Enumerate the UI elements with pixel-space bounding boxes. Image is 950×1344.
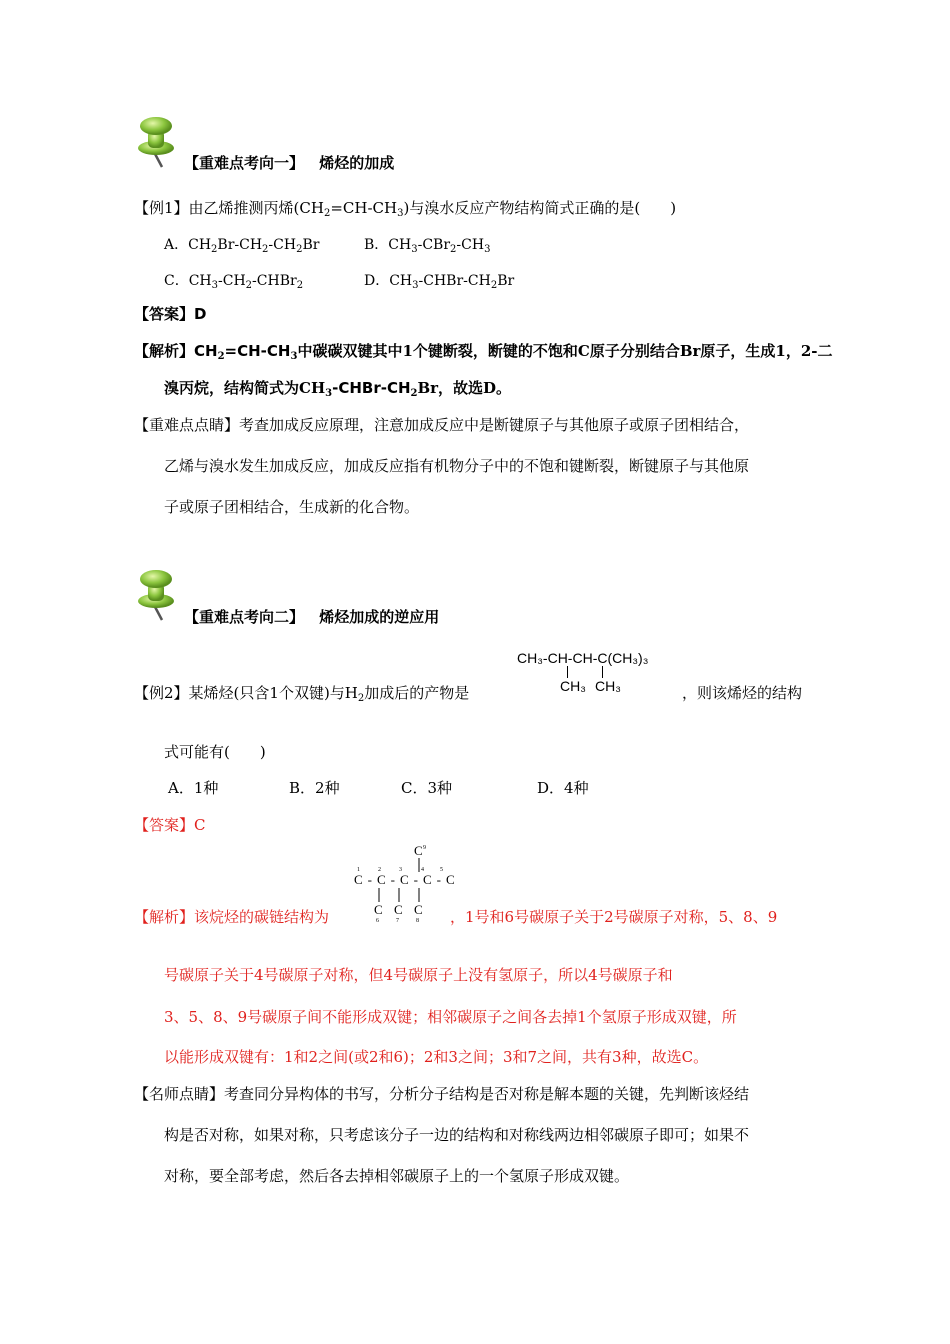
chain-number: 1 <box>357 867 360 873</box>
tip-label: 【重难点点睛】 <box>134 416 240 434</box>
chain-branch: C <box>414 902 423 917</box>
structure-methyl-2: CH₃ <box>595 678 621 694</box>
question-text: =CH-CH <box>330 199 398 217</box>
analysis-line-3: 3、5、8、9号碳原子间不能形成双键；相邻碳原子之间各去掉1个氢原子形成双键，所 <box>164 1008 737 1026</box>
option-d: D．$CH_3-CHBr-CH_2Br$ <box>364 273 515 291</box>
answer-label: 【答案】 <box>134 816 195 834</box>
structure-formula-top: CH₃-CH-CH-C(CH₃)₃ <box>517 650 649 666</box>
heading-bracket: 【重难点考向一】 <box>184 154 305 172</box>
chain-number: 3 <box>399 867 402 873</box>
tip-line-1: 【名师点睛】考查同分异构体的书写，分析分子结构是否对称是解本题的关键，先判断该烃结 <box>134 1085 750 1103</box>
example-question: 【例1】由乙烯推测丙烯$(CH_2=CH-CH_3)$与溴水反应产物结构简式正确的是( ) <box>134 199 677 219</box>
pushpin-icon <box>128 112 188 172</box>
question-end: ，则该烯烃的结构 <box>682 684 803 702</box>
tip-line-2: 构是否对称，如果对称，只考虑该分子一边的结构和对称线两边相邻碳原子即可；如果不 <box>164 1126 750 1144</box>
chain-number: 6 <box>376 918 379 924</box>
option-c: C．3种 <box>401 779 453 797</box>
analysis-line-1b: ，1号和6号碳原子关于2号碳原子对称，5、8、9 <box>450 908 778 926</box>
pushpin-icon <box>128 565 188 625</box>
carbon-chain-diagram <box>348 842 460 924</box>
section-heading <box>184 606 439 627</box>
tip-line-3: 对称，要全部考虑，然后各去掉相邻碳原子上的一个氢原子形成双键。 <box>164 1167 630 1185</box>
option-b: B．$CH_3-CBr_2-CH_3$ <box>364 237 491 255</box>
bond-line <box>602 666 603 678</box>
tip-line-3: 子或原子团相结合，生成新的化合物。 <box>164 498 420 516</box>
example-label: 【例1】 <box>134 199 189 217</box>
answer <box>134 303 206 324</box>
analysis-line-1: 【解析】该烷烃的碳链结构为 <box>134 908 330 926</box>
example-question: 【例2】某烯烃(只含1个双键)与$H_2$加成后的产物是 <box>134 684 470 704</box>
answer-value: D <box>194 305 207 323</box>
tip-line-2: 乙烯与溴水发生加成反应，加成反应指有机物分子中的不饱和键断裂，断键原子与其他原 <box>164 457 750 475</box>
tip-line-1: 【重难点点睛】考查加成反应原理，注意加成反应中是断键原子与其他原子或原子团相结合， <box>134 416 750 434</box>
answer <box>134 814 206 835</box>
heading-bracket: 【重难点考向二】 <box>184 608 305 626</box>
analysis-line-2: 溴丙烷，结构简式为$CH_3-CHBr-CH_2Br$，故选D。 <box>164 379 512 399</box>
option-d: D．4种 <box>537 779 589 797</box>
answer-value: C <box>194 816 206 834</box>
analysis-line-1: 【解析】$CH_2=CH-CH_3$中碳碳双键其中1个键断裂，断键的不饱和C原子分别结合Br原子，生成1，2-二 <box>134 342 833 362</box>
chain-main: C-C-C-C-C <box>354 872 460 887</box>
tip-label: 【名师点睛】 <box>134 1085 225 1103</box>
option-a: A．$CH_2Br-CH_2-CH_2Br$ <box>164 237 320 255</box>
chain-top-carbon: C <box>414 843 423 858</box>
analysis-line-2: 号碳原子关于4号碳原子对称，但4号碳原子上没有氢原子，所以4号碳原子和 <box>164 966 673 984</box>
option-c: C．$CH_3-CH_2-CHBr_2$ <box>164 273 304 291</box>
analysis-line-4: 以能形成双键有：1和2之间(或2和6)；2和3之间；3和7之间，共有3种，故选C。 <box>164 1048 709 1066</box>
section-heading <box>184 152 394 173</box>
question-text: 由乙烯推测丙烯(CH <box>188 199 324 217</box>
question-line-2: 式可能有( ) <box>164 743 266 761</box>
chain-number: 5 <box>440 867 443 873</box>
chain-branch: C <box>394 902 403 917</box>
chain-number: 8 <box>416 918 419 924</box>
heading-title: 烯烃的加成 <box>319 154 395 172</box>
chain-number: 2 <box>378 867 381 873</box>
bond-line <box>567 666 568 678</box>
example-label: 【例2】 <box>134 684 189 702</box>
heading-title: 烯烃加成的逆应用 <box>319 608 440 626</box>
answer-label: 【答案】 <box>134 305 195 323</box>
chain-branch: C <box>374 902 383 917</box>
option-a: A．1种 <box>168 779 219 797</box>
option-b: B．2种 <box>289 779 340 797</box>
question-text: )与溴水反应产物结构简式正确的是( ) <box>403 199 677 217</box>
chain-number: 4 <box>421 867 424 873</box>
chain-number: 9 <box>423 845 426 851</box>
structure-methyl-1: CH₃ <box>560 678 586 694</box>
chain-number: 7 <box>396 918 399 924</box>
